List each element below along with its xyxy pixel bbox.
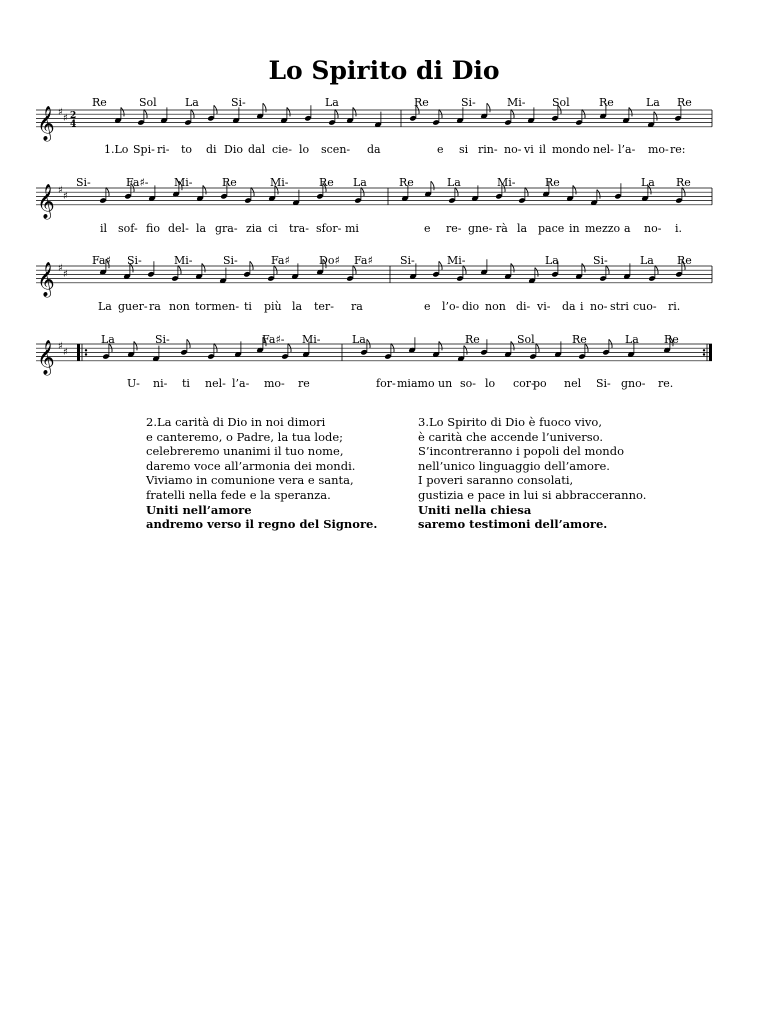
chord-symbol: Re: [664, 333, 679, 346]
lyric-syllable: si: [459, 143, 469, 156]
lyric-syllable: e: [437, 143, 444, 156]
lyric-syllable: di-: [516, 300, 531, 313]
lyric-syllable: so-: [460, 377, 476, 390]
lyric-syllable: Si-: [596, 377, 611, 390]
lyric-syllable: lo: [485, 377, 496, 390]
lyric-syllable: e: [424, 300, 431, 313]
lyric-syllable: no-: [504, 143, 522, 156]
note-flag: [535, 268, 538, 277]
chord-symbol: Sol: [139, 96, 157, 109]
lyric-syllable: non: [169, 300, 190, 313]
verse-2: [146, 415, 377, 532]
chord-symbol: La: [352, 333, 366, 346]
chord-symbol: Sol: [517, 333, 535, 346]
verse-line: fratelli nella fede e la speranza.: [146, 487, 331, 502]
chord-symbol: Fa♯: [271, 254, 290, 267]
chord-symbol: Fa♯-: [126, 176, 149, 189]
lyric-syllable: gne-: [468, 222, 493, 235]
chord-symbol: Re: [465, 333, 480, 346]
lyric-syllable: il: [539, 143, 547, 156]
lyric-syllable: di: [206, 143, 217, 156]
lyric-syllable: mezzo: [585, 222, 621, 235]
lyric-syllable: la: [292, 300, 303, 313]
chord-symbol: Si-: [400, 254, 415, 267]
music-system-3: [0, 246, 768, 326]
music-system-4: [0, 326, 768, 406]
note-flag: [511, 341, 514, 350]
verse-line: I poveri saranno consolati,: [418, 473, 574, 488]
chord-symbol: Mi-: [497, 176, 516, 189]
lyric-syllable: guer-: [118, 300, 148, 313]
lyric-syllable: tra-: [289, 222, 309, 235]
lyric-syllable: ra: [149, 300, 161, 313]
key-sharp-icon: ♯: [58, 341, 63, 352]
chord-symbol: Re: [677, 96, 692, 109]
lyric-syllable: re: [298, 377, 310, 390]
chord-symbol: Re: [677, 254, 692, 267]
key-sharp-icon: ♯: [63, 113, 68, 124]
lyric-syllable: l’a-: [618, 143, 636, 156]
lyric-syllable: rin-: [478, 143, 498, 156]
note-flag: [582, 263, 585, 272]
chord-symbol: Re: [92, 96, 107, 109]
lyric-syllable: rà: [496, 222, 508, 235]
chord-symbol: Mi-: [447, 254, 466, 267]
note-flag: [287, 107, 290, 116]
song-title: Lo Spirito di Dio: [268, 56, 500, 85]
lyric-syllable: cuo-: [633, 300, 657, 313]
chord-symbol: Si-: [231, 96, 246, 109]
lyric-syllable: ri-: [157, 143, 170, 156]
music-system-1: [0, 90, 768, 170]
chord-symbol: Si-: [461, 96, 476, 109]
lyric-syllable: mo-: [264, 377, 285, 390]
note-flag: [654, 112, 657, 121]
lyric-syllable: i.: [675, 222, 683, 235]
lyric-syllable: gra-: [215, 222, 238, 235]
key-sharp-icon: ♯: [58, 185, 63, 196]
lyric-syllable: nel: [564, 377, 582, 390]
chord-symbol: Mi-: [302, 333, 321, 346]
chord-symbol: La: [325, 96, 339, 109]
time-signature-bottom: 4: [70, 119, 77, 130]
lyric-syllable: nel-: [205, 377, 226, 390]
chord-symbol: La: [101, 333, 115, 346]
lyric-syllable: no-: [644, 222, 662, 235]
chord-symbol: Re: [545, 176, 560, 189]
lyric-syllable: fio: [146, 222, 160, 235]
lyric-syllable: mondo: [552, 143, 590, 156]
chord-symbol: Mi-: [270, 176, 289, 189]
lyric-syllable: l’a-: [232, 377, 250, 390]
lyric-syllable: ti: [244, 300, 252, 313]
key-sharp-icon: ♯: [58, 107, 63, 118]
chord-symbol: Sol: [552, 96, 570, 109]
lyric-syllable: sfor-: [316, 222, 342, 235]
lyric-syllable: mi: [345, 222, 359, 235]
chord-symbol: La: [625, 333, 639, 346]
chord-symbol: Mi-: [507, 96, 526, 109]
verse-line: è carità che accende l’universo.: [418, 429, 604, 444]
time-signature-top: 2: [70, 111, 77, 121]
chord-symbol: Si-: [127, 254, 142, 267]
lyric-syllable: tormen-: [195, 300, 240, 313]
lyric-syllable: più: [264, 300, 282, 313]
key-sharp-icon: ♯: [63, 191, 68, 202]
lyric-syllable: scen-: [321, 143, 351, 156]
note-flag: [202, 263, 205, 272]
lyric-syllable: no-: [590, 300, 608, 313]
lyric-syllable: stri: [610, 300, 629, 313]
verse-line: gustizia e pace in lui si abbracceranno.: [418, 487, 647, 502]
lyric-syllable: re-: [446, 222, 462, 235]
lyric-syllable: for-: [376, 377, 396, 390]
lyric-syllable: ter-: [314, 300, 334, 313]
note-flag: [487, 103, 490, 112]
chord-symbol: La: [646, 96, 660, 109]
note-flag: [573, 185, 576, 194]
key-sharp-icon: ♯: [63, 269, 68, 280]
note-flag: [263, 103, 266, 112]
lyric-syllable: l’o-: [442, 300, 460, 313]
lyric-syllable: po: [533, 377, 547, 390]
chord-symbol: La: [185, 96, 199, 109]
chord-symbol: Do♯: [319, 254, 340, 267]
chord-symbol: Re: [222, 176, 237, 189]
chord-symbol: Si-: [593, 254, 608, 267]
lyric-syllable: zia: [246, 222, 262, 235]
chord-symbol: Si-: [155, 333, 170, 346]
chord-symbol: Si-: [76, 176, 91, 189]
chord-symbol: La: [447, 176, 461, 189]
staff-notation: [0, 326, 768, 406]
verse-line: 2.La carità di Dio in noi dimori: [146, 415, 326, 429]
key-sharp-icon: ♯: [58, 263, 63, 274]
lyric-syllable: mo-: [648, 143, 669, 156]
verse-line: e canteremo, o Padre, la tua lode;: [146, 429, 344, 444]
lyric-syllable: da: [562, 300, 576, 313]
verse-line: S’incontreranno i popoli del mondo: [418, 444, 624, 459]
lyric-syllable: ra: [351, 300, 363, 313]
treble-clef-icon: 𝄞: [37, 183, 55, 219]
chord-symbol: Fa♯: [92, 254, 111, 267]
lyric-syllable: gno-: [621, 377, 646, 390]
lyric-syllable: dal: [248, 143, 266, 156]
verse-refrain-line: saremo testimoni dell’amore.: [418, 517, 608, 532]
lyric-syllable: in: [569, 222, 580, 235]
lyric-syllable: re.: [658, 377, 674, 390]
treble-clef-icon: 𝄞: [37, 261, 55, 297]
note-flag: [353, 107, 356, 116]
chord-symbol: Fa♯-: [262, 333, 285, 346]
verse-line: nell’unico linguaggio dell’amore.: [418, 458, 610, 473]
note-flag: [439, 341, 442, 350]
chord-symbol: La: [641, 176, 655, 189]
chord-symbol: La: [545, 254, 559, 267]
lyric-syllable: Spi-: [133, 143, 155, 156]
lyric-syllable: U-: [127, 377, 140, 390]
lyric-syllable: cor-: [513, 377, 535, 390]
chord-symbol: Si-: [223, 254, 238, 267]
lyric-syllable: to: [181, 143, 193, 156]
treble-clef-icon: 𝄞: [37, 339, 55, 375]
lyric-syllable: nel-: [593, 143, 614, 156]
lyric-syllable: ni-: [153, 377, 168, 390]
chord-symbol: Re: [599, 96, 614, 109]
lyric-syllable: i: [580, 300, 584, 313]
verse-line: celebreremo unanimi il tuo nome,: [146, 444, 344, 459]
note-flag: [629, 107, 632, 116]
lyric-syllable: la: [517, 222, 528, 235]
chord-symbol: Re: [414, 96, 429, 109]
note-flag: [134, 341, 137, 350]
lyric-syllable: da: [367, 143, 381, 156]
chord-symbol: Re: [676, 176, 691, 189]
lyric-syllable: un: [438, 377, 453, 390]
verse-line: daremo voce all’armonia dei mondi.: [146, 458, 356, 473]
lyric-syllable: pace: [538, 222, 565, 235]
lyric-syllable: del-: [168, 222, 189, 235]
lyric-syllable: non: [485, 300, 506, 313]
lyric-syllable: dio: [462, 300, 480, 313]
lyric-syllable: a: [624, 222, 631, 235]
verse-3: [418, 415, 646, 532]
chord-symbol: Mi-: [174, 176, 193, 189]
verse-line: 3.Lo Spirito di Dio è fuoco vivo,: [418, 415, 602, 429]
note-flag: [597, 190, 600, 199]
music-system-2: [0, 168, 768, 248]
lyric-syllable: cie-: [272, 143, 292, 156]
lyric-syllable: La: [98, 300, 112, 313]
lyric-syllable: ti: [182, 377, 190, 390]
note-flag: [431, 181, 434, 190]
key-sharp-icon: ♯: [63, 347, 68, 358]
chord-symbol: Mi-: [174, 254, 193, 267]
lyric-syllable: 1.Lo: [104, 143, 129, 156]
lyric-syllable: vi-: [537, 300, 551, 313]
lyric-syllable: Dio: [224, 143, 243, 156]
lyric-syllable: ri.: [668, 300, 681, 313]
verse-refrain-line: Uniti nell’amore: [146, 502, 252, 517]
note-flag: [203, 185, 206, 194]
lyric-syllable: la: [196, 222, 207, 235]
lyric-syllable: e: [424, 222, 431, 235]
lyric-syllable: vi: [524, 143, 534, 156]
verse-line: Viviamo in comunione vera e santa,: [146, 473, 354, 488]
lyric-syllable: re:: [670, 143, 686, 156]
chord-symbol: Fa♯: [354, 254, 373, 267]
lyric-syllable: il: [100, 222, 108, 235]
lyric-syllable: miamo: [397, 377, 435, 390]
lyric-syllable: sof-: [118, 222, 138, 235]
treble-clef-icon: 𝄞: [37, 105, 55, 141]
chord-symbol: Re: [319, 176, 334, 189]
chord-symbol: Re: [572, 333, 587, 346]
verse-refrain-line: andremo verso il regno del Signore.: [146, 517, 378, 532]
chord-symbol: La: [353, 176, 367, 189]
lyric-syllable: ci: [268, 222, 278, 235]
note-flag: [121, 107, 124, 116]
lyric-syllable: lo: [299, 143, 310, 156]
chord-symbol: La: [640, 254, 654, 267]
verse-refrain-line: Uniti nella chiesa: [418, 502, 532, 517]
note-flag: [511, 263, 514, 272]
chord-symbol: Re: [399, 176, 414, 189]
note-flag: [464, 346, 467, 355]
